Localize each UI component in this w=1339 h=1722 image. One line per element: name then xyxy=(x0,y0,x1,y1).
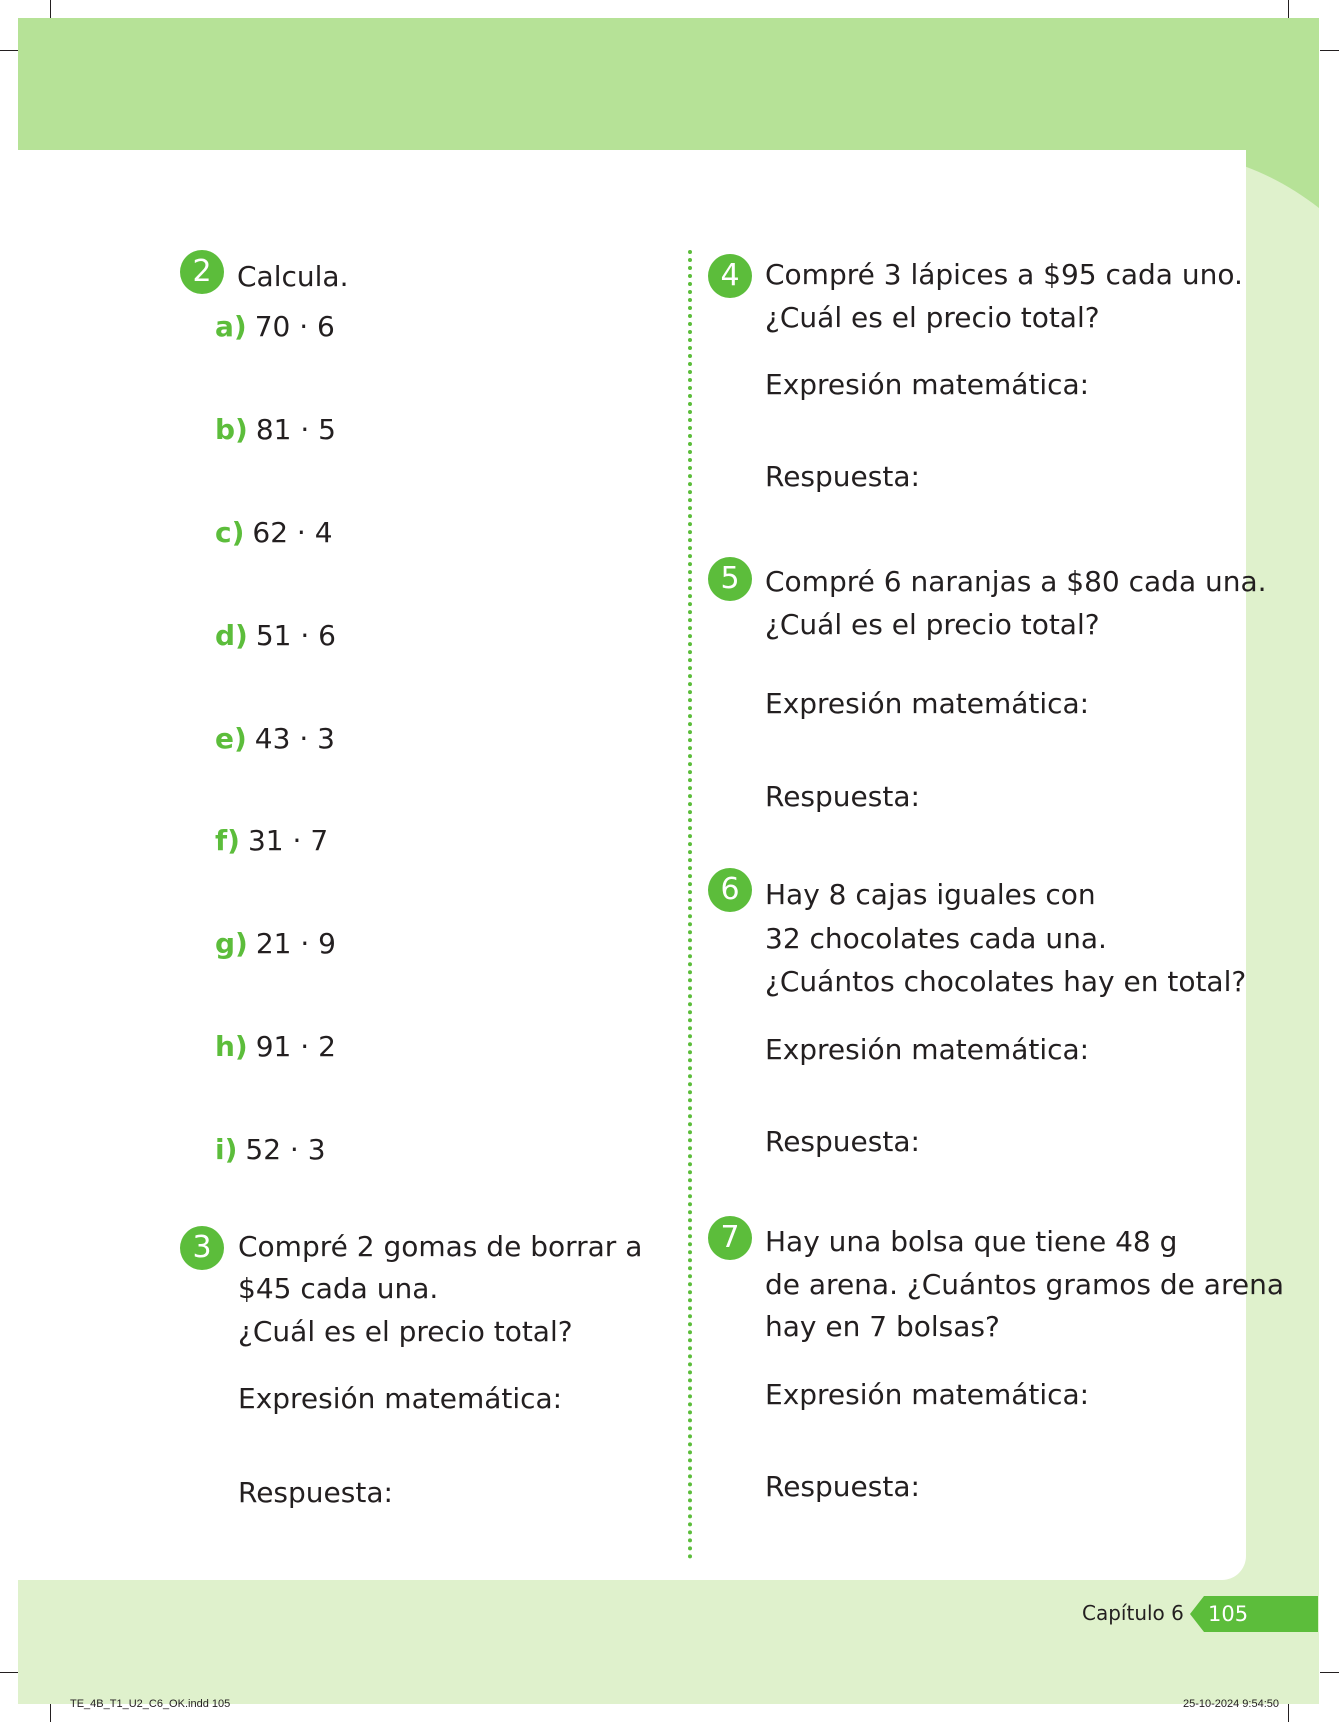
exercise-4-line-1: Compré 3 lápices a $95 cada uno. xyxy=(765,258,1243,291)
chapter-label: Capítulo 6 xyxy=(1082,1601,1184,1625)
calc-letter: c) xyxy=(215,516,245,549)
calc-item-i xyxy=(215,1130,326,1170)
exercise-3-line-3: ¿Cuál es el precio total? xyxy=(238,1315,573,1348)
exercise-7-line-1: Hay una bolsa que tiene 48 g xyxy=(765,1225,1178,1258)
exercise-6-line-1: Hay 8 cajas iguales con xyxy=(765,878,1096,911)
calc-expression: 52 · 3 xyxy=(245,1133,326,1166)
exercise-7-line-3: hay en 7 bolsas? xyxy=(765,1310,1000,1343)
calc-letter: b) xyxy=(215,413,248,446)
crop-mark xyxy=(1320,50,1339,51)
exercise-6-expression-label: Expresión matemática: xyxy=(765,1033,1090,1066)
calc-item-g xyxy=(215,924,336,964)
exercise-6-line-3: ¿Cuántos chocolates hay en total? xyxy=(765,965,1247,998)
exercise-3-number: 3 xyxy=(180,1226,224,1270)
exercise-5-number: 5 xyxy=(708,557,752,601)
crop-mark xyxy=(1288,1704,1289,1722)
exercise-3-line-2: $45 cada una. xyxy=(238,1272,439,1305)
column-divider xyxy=(688,250,692,1560)
exercise-4-line-2: ¿Cuál es el precio total? xyxy=(765,301,1100,334)
exercise-3-line-1: Compré 2 gomas de borrar a xyxy=(238,1230,643,1263)
exercise-7-number: 7 xyxy=(708,1216,752,1260)
calc-expression: 43 · 3 xyxy=(254,722,335,755)
crop-mark xyxy=(0,50,18,51)
crop-mark xyxy=(50,1704,51,1722)
slug-filename: TE_4B_T1_U2_C6_OK.indd 105 xyxy=(70,1698,231,1710)
exercise-4-number: 4 xyxy=(708,254,752,298)
calc-expression: 21 · 9 xyxy=(255,927,336,960)
exercise-3-answer-label: Respuesta: xyxy=(238,1476,393,1509)
exercise-6-line-2: 32 chocolates cada una. xyxy=(765,922,1107,955)
exercise-7-line-2: de arena. ¿Cuántos gramos de arena xyxy=(765,1268,1284,1301)
exercise-7-answer-label: Respuesta: xyxy=(765,1470,920,1503)
calc-letter: f) xyxy=(215,824,240,857)
exercise-4-expression-label: Expresión matemática: xyxy=(765,368,1090,401)
exercise-6-number: 6 xyxy=(708,868,752,912)
calc-letter: i) xyxy=(215,1133,238,1166)
crop-mark xyxy=(0,1672,18,1673)
calc-expression: 31 · 7 xyxy=(247,824,329,857)
exercise-2-number: 2 xyxy=(180,250,224,294)
calc-expression: 62 · 4 xyxy=(252,516,333,549)
calc-item-e xyxy=(215,719,335,759)
calc-expression: 51 · 6 xyxy=(255,619,336,652)
calc-item-b xyxy=(215,410,336,450)
calc-expression: 70 · 6 xyxy=(254,310,335,343)
exercise-5-expression-label: Expresión matemática: xyxy=(765,687,1090,720)
exercise-5-answer-label: Respuesta: xyxy=(765,780,920,813)
crop-mark xyxy=(1288,0,1289,18)
exercise-7-expression-label: Expresión matemática: xyxy=(765,1378,1090,1411)
exercise-6-answer-label: Respuesta: xyxy=(765,1125,920,1158)
exercise-3-expression-label: Expresión matemática: xyxy=(238,1382,563,1415)
calc-item-d xyxy=(215,616,336,656)
calc-letter: h) xyxy=(215,1030,248,1063)
crop-mark xyxy=(1320,1672,1339,1673)
calc-letter: a) xyxy=(215,310,247,343)
calc-item-h xyxy=(215,1027,336,1067)
calc-expression: 91 · 2 xyxy=(255,1030,336,1063)
calc-letter: e) xyxy=(215,722,247,755)
calc-letter: d) xyxy=(215,619,248,652)
page-number: 105 xyxy=(1208,1602,1249,1626)
slug-timestamp: 25-10-2024 9:54:50 xyxy=(1182,1698,1279,1710)
calc-item-f xyxy=(215,821,328,861)
exercise-4-answer-label: Respuesta: xyxy=(765,460,920,493)
calc-item-a xyxy=(215,307,335,347)
exercise-5-line-2: ¿Cuál es el precio total? xyxy=(765,608,1100,641)
calc-letter: g) xyxy=(215,927,248,960)
exercise-2-instruction: Calcula. xyxy=(237,260,349,293)
exercise-5-line-1: Compré 6 naranjas a $80 cada una. xyxy=(765,565,1267,598)
calc-item-c xyxy=(215,513,333,553)
crop-mark xyxy=(50,0,51,18)
calc-expression: 81 · 5 xyxy=(255,413,336,446)
